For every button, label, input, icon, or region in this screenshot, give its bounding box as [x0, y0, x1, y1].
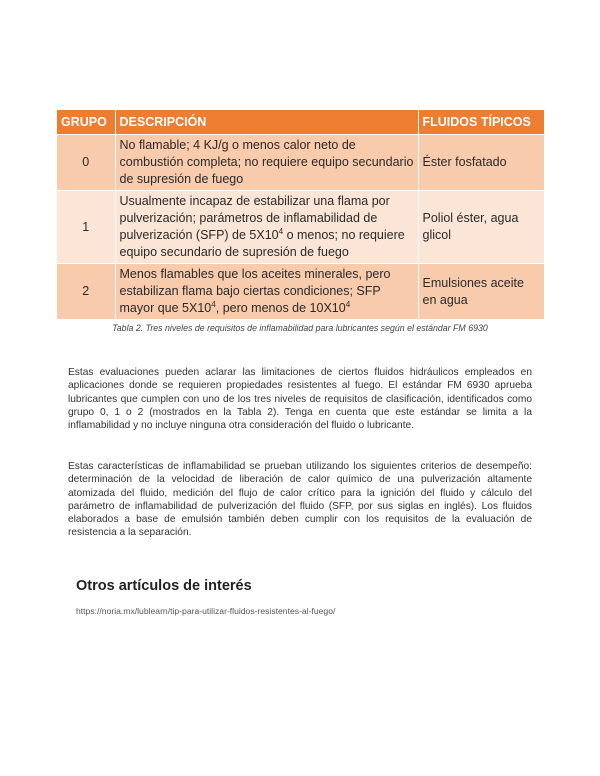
- table-row: [57, 264, 544, 320]
- table-header-row: [57, 110, 544, 135]
- desc-text-a: Usualmente incapaz de estabilizar una flama por pulverización; parámetros de inflamabilidad de pulverización (SFP) de 5X10: [119, 194, 390, 242]
- desc-text-b: o menos; no requiere equipo secundario de supresión de fuego: [119, 228, 405, 259]
- body-paragraph: Estas evaluaciones pueden aclarar las limitaciones de ciertos fluidos hidráulicos empleados en aplicaciones donde se requieren propiedades resistentes al fuego. El estándar FM 6930 aprueba lubricantes que cumplen con uno de los tres niveles de requisitos de clasificación, identificados como grupo 0, 1 o 2 (mostrados en la Tabla 2). Tenga en cuenta que este estándar se limita a la inflamabilidad y no incluye ninguna otra consideración del fluido o lubricante.: [68, 367, 532, 432]
- cell-descripcion: No flamable; 4 KJ/g o menos calor neto de combustión completa; no requiere equipo secundario de supresión de fuego: [115, 135, 418, 191]
- desc-exponent: 4: [211, 299, 216, 309]
- table-row: [57, 135, 544, 191]
- body-paragraph: Estas características de inflamabilidad se prueban utilizando los siguientes criterios de desempeño: determinación de la velocidad de liberación de calor químico de una pulverización altamente atomizada del fluido, medición del flujo de calor crítico para la ignición del fluido y cálculo del parámetro de inflamabilidad de pulverización del fluido (SFP, por sus siglas en inglés). Los fluidos elaborados a base de emulsión también deben cumplir con los requisitos de la evaluación de resistencia a la separación.: [68, 461, 532, 539]
- header-grupo: GRUPO: [57, 110, 115, 135]
- table-row: [57, 191, 544, 264]
- related-article-link[interactable]: https://noria.mx/lublearn/tip-para-utilizar-fluidos-resistentes-al-fuego/: [76, 606, 336, 616]
- flammability-table: [57, 110, 545, 319]
- desc-exponent: 4: [278, 226, 284, 236]
- desc-exponent: 4: [345, 299, 351, 309]
- cell-fluidos: Poliol éster, agua glicol: [418, 191, 544, 264]
- cell-grupo: 1: [57, 191, 115, 264]
- cell-grupo: 0: [57, 135, 115, 191]
- header-fluidos: FLUIDOS TÍPICOS: [418, 110, 544, 135]
- related-articles-heading: Otros artículos de interés: [76, 578, 252, 594]
- cell-fluidos: Éster fosfatado: [418, 135, 544, 191]
- desc-text-a: Menos flamables que los aceites minerales, pero estabilizan flama bajo ciertas condiciones; SFP mayor que 5X10: [119, 267, 391, 315]
- cell-grupo: 2: [57, 264, 115, 320]
- cell-descripcion: [115, 264, 418, 320]
- table-caption: Tabla 2. Tres niveles de requisitos de inflamabilidad para lubricantes según el estándar FM 6930: [112, 323, 488, 333]
- header-descripcion: DESCRIPCIÓN: [115, 110, 418, 135]
- desc-text-b: , pero menos de 10X10: [215, 301, 346, 315]
- cell-fluidos: Emulsiones aceite en agua: [418, 264, 544, 320]
- cell-descripcion: [115, 191, 418, 264]
